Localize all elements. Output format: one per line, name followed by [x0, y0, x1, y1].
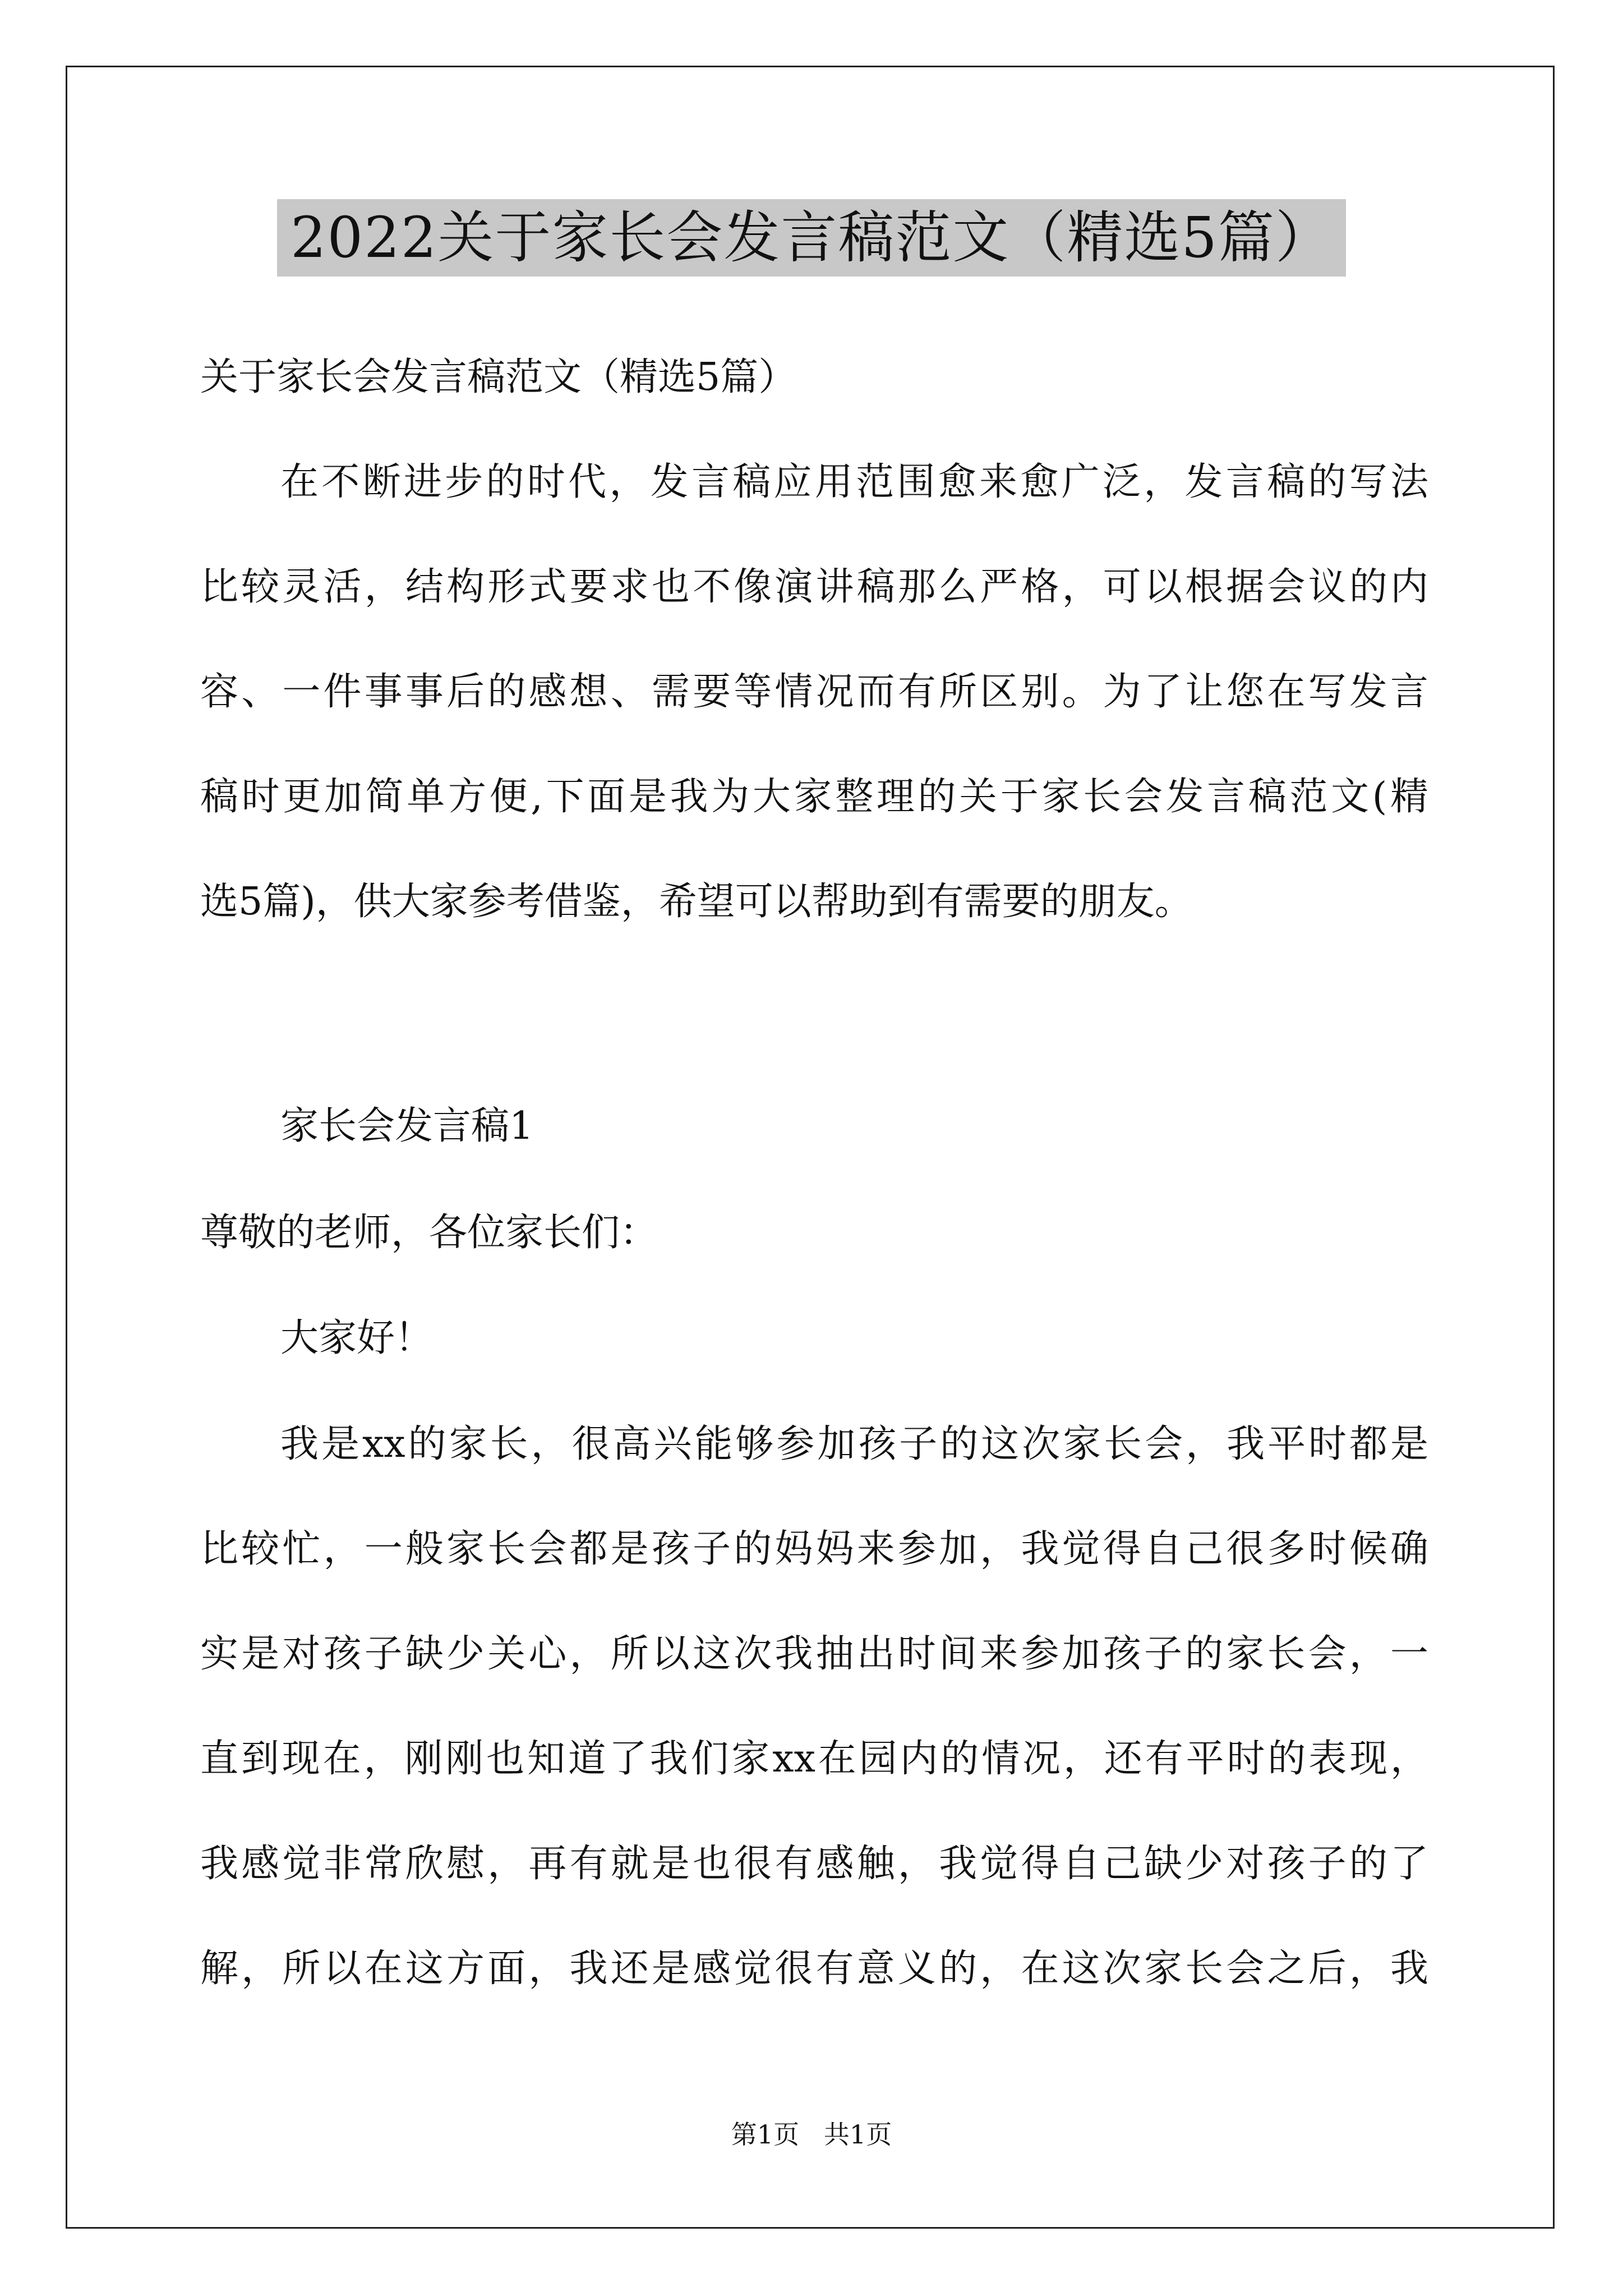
- intro-line: 稿时更加简单方便,下面是我为大家整理的关于家长会发言稿范文(精: [200, 775, 1428, 819]
- document-subtitle: 关于家长会发言稿范文（精选5篇）: [200, 355, 797, 399]
- body-line: 比较忙，一般家长会都是孩子的妈妈来参加，我觉得自己很多时候确: [200, 1527, 1428, 1571]
- intro-line: 选5篇)，供大家参考借鉴，希望可以帮助到有需要的朋友。: [200, 880, 1193, 924]
- body-line: 我感觉非常欣慰，再有就是也很有感触，我觉得自己缺少对孩子的了: [200, 1842, 1428, 1886]
- body-line: 我是xx的家长，很高兴能够参加孩子的这次家长会，我平时都是: [280, 1422, 1428, 1466]
- body-line: 实是对孩子缺少关心，所以这次我抽出时间来参加孩子的家长会，一: [200, 1632, 1428, 1676]
- intro-line: 在不断进步的时代，发言稿应用范围愈来愈广泛，发言稿的写法: [280, 460, 1428, 504]
- document-title: 2022关于家长会发言稿范文（精选5篇）: [277, 199, 1346, 277]
- body-line: 解，所以在这方面，我还是感觉很有意义的，在这次家长会之后，我: [200, 1947, 1428, 1991]
- page-number-footer: 第1页 共1页: [731, 2119, 892, 2150]
- section-heading: 家长会发言稿1: [280, 1104, 534, 1148]
- greeting: 大家好！: [280, 1316, 434, 1360]
- title-container: [0, 199, 1623, 277]
- intro-line: 比较灵活，结构形式要求也不像演讲稿那么严格，可以根据会议的内: [200, 565, 1428, 609]
- body-line: 直到现在，刚刚也知道了我们家xx在园内的情况，还有平时的表现，: [200, 1737, 1428, 1781]
- intro-line: 容、一件事事后的感想、需要等情况而有所区别。为了让您在写发言: [200, 670, 1428, 714]
- salutation: 尊敬的老师，各位家长们：: [200, 1211, 658, 1255]
